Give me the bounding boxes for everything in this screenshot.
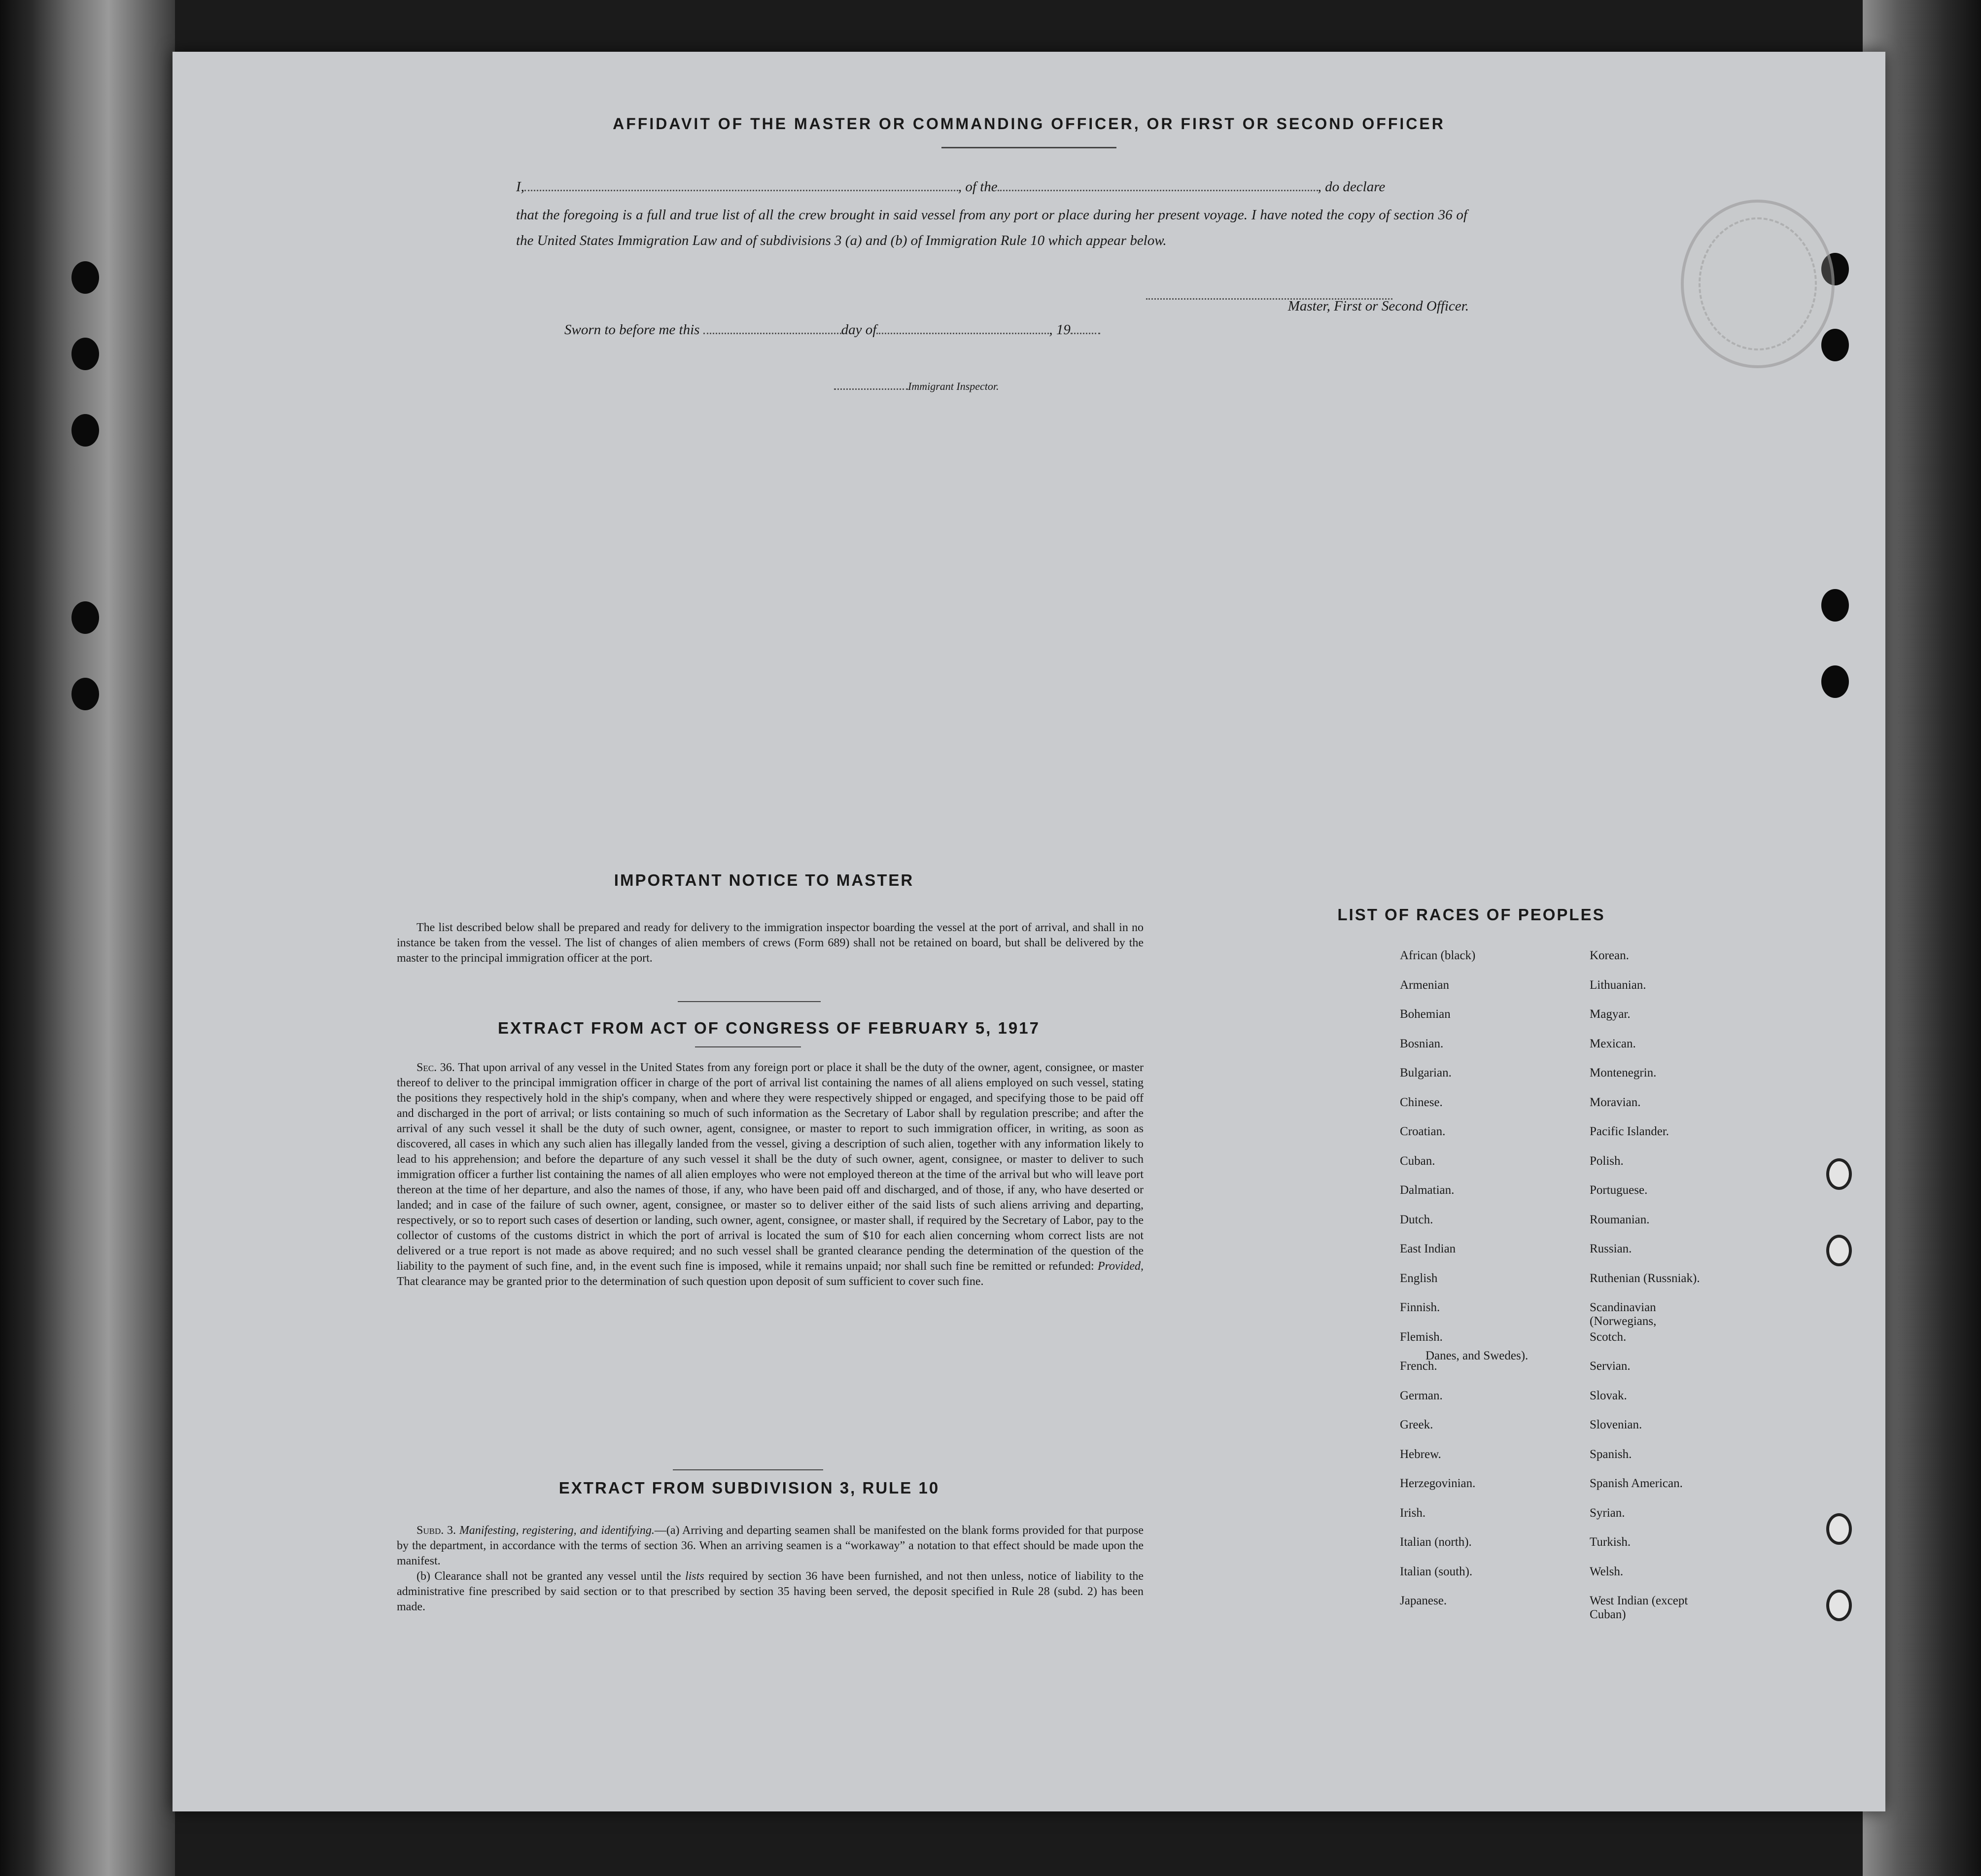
- inspector-line: [834, 380, 999, 393]
- race-item: Bosnian.: [1400, 1037, 1444, 1050]
- extract-act-body: [397, 1060, 1144, 1289]
- embossed-seal-icon: [1681, 200, 1835, 368]
- race-item: Cuban.: [1400, 1154, 1435, 1168]
- punch-hole-icon: [71, 261, 99, 294]
- race-item: Lithuanian.: [1590, 978, 1646, 992]
- race-item: English: [1400, 1271, 1438, 1285]
- subd-label: Subd. 3.: [417, 1524, 456, 1537]
- race-item: Dalmatian.: [1400, 1183, 1455, 1197]
- race-item: Syrian.: [1590, 1506, 1625, 1520]
- divider: [695, 1046, 801, 1047]
- race-item: Montenegrin.: [1590, 1066, 1657, 1079]
- race-item: French.: [1400, 1359, 1437, 1373]
- section-36-main: That upon arrival of any vessel in the United States from any foreign port or place it shall be the duty of the owner, agent, consignee, or master thereof to deliver to the principal immigration officer in charge of the port of arrival list containing the names of all aliens employed on such vessel, stating the positions they respectively hold in the ship's company, when and where they were respectively shipped or engaged, and specifying those to be paid off and discharged in the port of arrival; or lists containing so much of such information as the Secretary of Labor shall by regulation prescribe; and after the arrival of any such vessel it shall be the duty of such owner, agent, consignee, or master to report to such immigration officer, in writing, as soon as discovered, all cases in which any such alien has illegally landed from the vessel, giving a description of such alien, together with any information likely to lead to his apprehension; and before the departure of any such vessel it shall be the duty of such owner, agent, consignee, or master to deliver to such immigration officer a further list containing the names of all alien employes who were not employed thereon at the time of the arrival but who will leave port thereon at the time of her departure, and also the names of those, if any, who have been paid off and discharged, and of those, if any, who have deserted or landed; and in case of the failure of such owner, agent, consignee, or master so to deliver either of the said lists of such aliens arriving and departing, respectively, or so to report such cases of desertion or landing, such owner, agent, consignee, or master shall, if required by the Secretary of Labor, pay to the collector of customs of the customs district in which the port of arrival is located the sum of $10 for each alien concerning whom correct lists are not delivered or a true report is not made as above required; and no such vessel shall be granted clearance pending the determination of the question of the liability to the payment of such fine, and, in the event such fine is imposed, while it remains unpaid; nor shall such fine be remitted or refunded:: [397, 1061, 1144, 1273]
- section-36-text: [397, 1060, 1144, 1289]
- para-a-text: —(a) Arriving and departing seamen shall be manifested on the blank forms provided for that purpose by the department, in accordance with the terms of section 36. When an arriving seamen is a “workaway” a notation to that effect should be made upon the manifest.: [397, 1524, 1144, 1567]
- declarant-name-field[interactable]: [524, 190, 958, 191]
- race-item: Spanish American.: [1590, 1477, 1683, 1490]
- race-item: Portuguese.: [1590, 1183, 1648, 1197]
- document-page: [173, 52, 1885, 1811]
- year-label: , 19: [1049, 322, 1071, 338]
- race-item: African (black): [1400, 949, 1476, 962]
- race-item: Bohemian: [1400, 1007, 1451, 1021]
- inspector-signature-field[interactable]: [834, 388, 908, 390]
- notice-title: IMPORTANT NOTICE TO MASTER: [614, 871, 914, 889]
- provided-label: Provided,: [1097, 1260, 1144, 1273]
- subd-3-para-b: [397, 1569, 1144, 1615]
- punch-hole-icon: [1821, 589, 1849, 622]
- race-item: Irish.: [1400, 1506, 1426, 1520]
- punch-hole-icon: [1826, 1235, 1852, 1266]
- para-b-lists: lists: [685, 1570, 704, 1583]
- race-item: Pacific Islander.: [1590, 1125, 1669, 1138]
- para-b-text-2: required by section 36 have been furnished, and not then unless, notice of liability to the administrative fine prescribed by said section or to that prescribed by section 35 having been served, the deposit specified in Rule 28 (subd. 2) has been made.: [397, 1570, 1144, 1613]
- punch-hole-icon: [71, 338, 99, 370]
- notice-body: [397, 920, 1144, 966]
- do-declare-label: , do declare: [1318, 179, 1386, 195]
- race-item: Finnish.: [1400, 1301, 1440, 1314]
- day-of-label: day of: [841, 322, 877, 338]
- race-item: Roumanian.: [1590, 1213, 1650, 1226]
- sworn-month-field[interactable]: [876, 333, 1049, 334]
- punch-hole-icon: [1826, 1158, 1852, 1190]
- sworn-year-field[interactable]: [1071, 333, 1100, 334]
- subd-3-para-a: [397, 1523, 1144, 1569]
- declaration-text: that the foregoing is a full and true list of all the crew brought in said vessel from any port or place during her present voyage. I have noted the copy of section 36 of the United States Immigration Law and of subdivisions 3 (a) and (b) of Immigration Rule 10 which appear below.: [516, 207, 1467, 248]
- officer-label: Master, First or Second Officer.: [1287, 298, 1469, 314]
- race-item: Croatian.: [1400, 1125, 1446, 1138]
- subd-heading: Manifesting, registering, and identifying.: [459, 1524, 655, 1537]
- divider: [941, 147, 1116, 148]
- race-item: Italian (south).: [1400, 1564, 1473, 1578]
- notice-text: The list described below shall be prepared and ready for delivery to the immigration inspector boarding the vessel at the port of arrival, and shall in no instance be taken from the vessel. The list of changes of alien members of crews (Form 689) shall not be retained on board, but shall be delivered by the master to the principal immigration officer at the port.: [397, 921, 1144, 965]
- race-item: Dutch.: [1400, 1213, 1433, 1226]
- sworn-day-field[interactable]: [703, 333, 841, 334]
- extract-rule-body: [397, 1523, 1144, 1615]
- race-item-continuation: Danes, and Swedes).: [1425, 1349, 1529, 1362]
- race-item: Korean.: [1590, 949, 1629, 962]
- race-item: Armenian: [1400, 978, 1449, 992]
- of-the-label: , of the: [958, 179, 998, 195]
- race-item: Slovak.: [1590, 1389, 1627, 1402]
- race-item: East Indian: [1400, 1242, 1456, 1255]
- punch-hole-icon: [71, 414, 99, 447]
- inspector-label: Immigrant Inspector.: [908, 380, 999, 392]
- race-item: Russian.: [1590, 1242, 1632, 1255]
- race-item: German.: [1400, 1389, 1443, 1402]
- race-item: Bulgarian.: [1400, 1066, 1452, 1079]
- race-item: Chinese.: [1400, 1095, 1443, 1109]
- sworn-label: Sworn to before me this: [564, 322, 700, 338]
- divider: [678, 1001, 821, 1002]
- para-b-text-1: (b) Clearance shall not be granted any vessel until the: [417, 1570, 681, 1583]
- vessel-name-field[interactable]: [998, 190, 1318, 191]
- affidavit-title: AFFIDAVIT OF THE MASTER OR COMMANDING OFFICER, OR FIRST OR SECOND OFFICER: [613, 115, 1445, 133]
- punch-hole-icon: [71, 678, 99, 710]
- race-item: Hebrew.: [1400, 1447, 1441, 1461]
- sworn-line: [564, 322, 1100, 338]
- divider: [673, 1469, 823, 1470]
- punch-hole-icon: [1826, 1513, 1852, 1545]
- race-item: Slovenian.: [1590, 1418, 1642, 1431]
- i-label: I,: [516, 179, 524, 195]
- race-item: Scotch.: [1590, 1330, 1627, 1344]
- punch-hole-icon: [71, 601, 99, 634]
- race-item: Herzegovinian.: [1400, 1477, 1476, 1490]
- race-item: Japanese.: [1400, 1594, 1447, 1607]
- race-item: West Indian (except Cuban): [1590, 1594, 1688, 1621]
- races-title: LIST OF RACES OF PEOPLES: [1337, 905, 1605, 924]
- race-item: Servian.: [1590, 1359, 1631, 1373]
- race-item: Moravian.: [1590, 1095, 1641, 1109]
- race-item: Scandinavian (Norwegians,: [1590, 1301, 1657, 1328]
- race-item: Ruthenian (Russniak).: [1590, 1271, 1700, 1285]
- extract-act-title: EXTRACT FROM ACT OF CONGRESS OF FEBRUARY 5, 1917: [498, 1019, 1040, 1037]
- section-36-end: That clearance may be granted prior to the determination of such question upon deposit of sum sufficient to cover such fine.: [397, 1275, 984, 1288]
- race-item: Welsh.: [1590, 1564, 1624, 1578]
- race-item: Mexican.: [1590, 1037, 1636, 1050]
- declarant-line: [516, 179, 1467, 195]
- punch-hole-icon: [1826, 1590, 1852, 1621]
- race-item: Polish.: [1590, 1154, 1624, 1168]
- sec-label: Sec. 36.: [417, 1061, 455, 1074]
- race-item: Italian (north).: [1400, 1535, 1472, 1549]
- punch-hole-icon: [1821, 329, 1849, 361]
- race-item: Flemish.: [1400, 1330, 1443, 1344]
- race-item: Turkish.: [1590, 1535, 1631, 1549]
- extract-rule-title: EXTRACT FROM SUBDIVISION 3, RULE 10: [558, 1479, 940, 1497]
- punch-hole-icon: [1821, 665, 1849, 698]
- race-item: Magyar.: [1590, 1007, 1631, 1021]
- race-item: Greek.: [1400, 1418, 1433, 1431]
- race-item: Spanish.: [1590, 1447, 1632, 1461]
